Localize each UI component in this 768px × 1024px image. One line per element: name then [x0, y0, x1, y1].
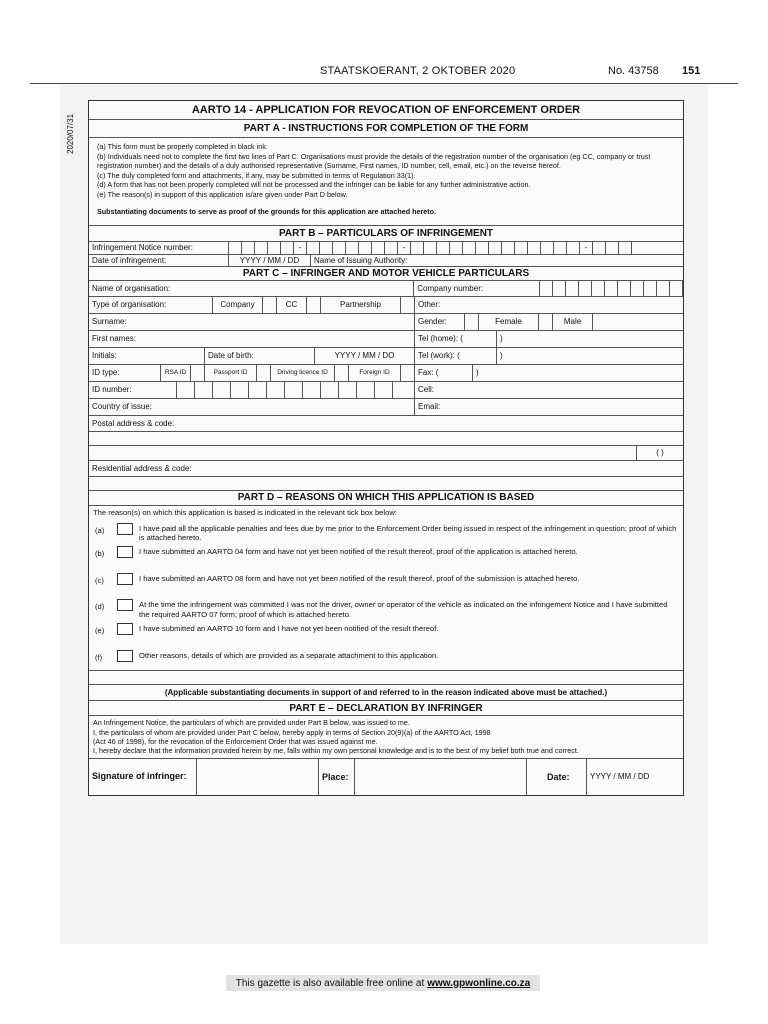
reason-d-letter: (d): [95, 602, 105, 612]
date-field[interactable]: YYYY / MM / DD: [229, 255, 311, 266]
reason-f-letter: (f): [95, 652, 103, 662]
id-number-row: [89, 382, 683, 399]
notice-number-boxes[interactable]: [229, 242, 683, 254]
instruction-d: (d) A form that has not been properly completed will not be processed and the infringer can be liable for any further administrative action.: [97, 180, 531, 189]
id-number-label: ID number:: [89, 382, 177, 398]
postal-code-field[interactable]: ( ): [656, 448, 664, 457]
foreign-id-option[interactable]: Foreign ID: [349, 365, 401, 381]
reason-a: [89, 521, 683, 545]
gender-label: Gender:: [415, 314, 465, 330]
notice-number-label: Infringement Notice number:: [89, 242, 229, 254]
reason-b: [89, 544, 683, 560]
reason-e: [89, 621, 683, 637]
dash-2: -: [398, 242, 411, 254]
postal-row-3[interactable]: [89, 446, 683, 461]
residential-row-2[interactable]: [89, 477, 683, 491]
form-title: AARTO 14 - APPLICATION FOR REVOCATION OF ENFORCEMENT ORDER: [89, 101, 683, 120]
place-label: Place:: [319, 759, 355, 795]
initials-field[interactable]: Initials:: [89, 348, 205, 364]
fax-field[interactable]: Fax: (: [415, 365, 473, 381]
date-row: [89, 255, 683, 267]
company-number-boxes[interactable]: [540, 281, 683, 296]
part-d-reasons: [89, 506, 683, 672]
reason-f-checkbox[interactable]: [117, 650, 133, 662]
surname-row: [89, 314, 683, 331]
footer-note: [226, 975, 540, 991]
part-d-title: PART D – REASONS ON WHICH THIS APPLICATION IS BASED: [89, 491, 683, 506]
reason-e-text: I have submitted an AARTO 10 form and I have not yet been notified of the result thereof.: [139, 624, 439, 634]
footer-text: This gazette is also available free online at: [235, 977, 425, 989]
instruction-c: (c) The duly completed form and attachments, if any, may be submitted in terms of Regulation 33(1).: [97, 170, 416, 180]
reason-f-text: Other reasons, details of which are provided as a separate attachment to this application.: [139, 650, 439, 660]
instruction-b: (b) Individuals need not to complete the first two lines of Part C. Organisations must provide the details of the registration number of the organisation (eg CC, company or trust registration number) and the details of a duly authorised representative (Surname, First names, ID number, cell, email, etc.) on the reverse hereof.: [97, 151, 651, 170]
dob-label: Date of birth:: [205, 348, 315, 364]
tel-work-close: ): [500, 351, 503, 360]
gazette-title: STAATSKOERANT, 2 OKTOBER 2020: [320, 65, 516, 77]
page-number: 151: [682, 65, 701, 77]
tel-work-field[interactable]: Tel (work): (: [415, 348, 497, 364]
reason-b-checkbox[interactable]: [117, 546, 133, 558]
declaration-line-3: (Act 46 of 1998), for the revocation of the Enforcement Order that was issued against me.: [93, 737, 378, 747]
female-option[interactable]: Female: [479, 314, 539, 330]
aarto-14-form: [88, 100, 684, 796]
substantiating-note: Substantiating documents to serve as proof of the grounds for this application are attached hereto.: [97, 207, 437, 216]
org-type-row: [89, 297, 683, 314]
company-number-label: Company number:: [414, 281, 540, 296]
part-d-blank-row: [89, 671, 683, 685]
country-row: [89, 399, 683, 416]
fax-close: ): [476, 368, 479, 377]
gazette-header: [30, 62, 710, 82]
part-b-title: PART B – PARTICULARS OF INFRINGEMENT: [89, 226, 683, 242]
part-c-title: PART C – INFRINGER AND MOTOR VEHICLE PARTICULARS: [89, 267, 683, 281]
instruction-e: (e) The reason(s) in support of this application is/are given under Part D below.: [97, 189, 348, 199]
declaration-line-2: I, the particulars of whom are provided under Part C below, hereby apply in terms of Section 20(9)(a) of the AARTO Act, 1998: [93, 727, 491, 737]
signature-label: Signature of infringer:: [89, 759, 197, 795]
reason-b-text: I have submitted an AARTO 04 form and have not yet been notified of the result thereof, proof of the application is attached hereto.: [139, 547, 578, 557]
tel-home-close: ): [500, 334, 503, 343]
reason-e-checkbox[interactable]: [117, 623, 133, 635]
org-name-field[interactable]: Name of organisation:: [89, 281, 414, 296]
org-name-row: [89, 281, 683, 297]
place-field[interactable]: [355, 759, 527, 795]
residential-address-label: Residential address & code:: [92, 463, 192, 473]
reason-e-letter: (e): [95, 626, 105, 636]
initials-row: [89, 348, 683, 365]
declaration-text: [89, 716, 683, 758]
driving-licence-option[interactable]: Driving licence ID: [271, 365, 335, 381]
signature-field[interactable]: [197, 759, 319, 795]
issuing-authority-field[interactable]: Name of Issuing Authority:: [314, 255, 408, 265]
reason-f: [89, 648, 683, 664]
country-field[interactable]: Country of issue:: [89, 399, 415, 415]
reason-c-text: I have submitted an AARTO 08 form and have not yet been notified of the result thereof, proof of the submission is attached hereto.: [139, 573, 580, 583]
instruction-a: (a) This form must be properly completed in black ink.: [97, 142, 268, 151]
other-field[interactable]: Other:: [418, 300, 441, 309]
reason-d-text: At the time the infringement was committed I was not the driver, owner or operator of the vehicle as indicated on the infringement Notice and I have submitted the required AARTO 07 form; proof of which is attached hereto.: [139, 600, 668, 619]
footer-link[interactable]: www.gpwonline.co.za: [427, 977, 531, 989]
reason-a-letter: (a): [95, 525, 105, 535]
company-option[interactable]: Company: [213, 297, 263, 313]
reason-d: [89, 597, 683, 621]
reason-a-text: I have paid all the applicable penalties and fees due by me prior to the Enforcement Order being issued in respect of the infringement in question; proof of which is attached hereto.: [139, 523, 677, 542]
cc-option[interactable]: CC: [277, 297, 307, 313]
first-names-field[interactable]: First names:: [89, 331, 415, 347]
postal-row-1[interactable]: [89, 416, 683, 432]
date-label-e: Date:: [527, 759, 587, 795]
reason-a-checkbox[interactable]: [117, 523, 133, 535]
date-label: Date of infringement:: [89, 255, 229, 266]
notice-number-row: [89, 242, 683, 255]
date-field-e[interactable]: YYYY / MM / DD: [590, 772, 650, 782]
email-field[interactable]: Email:: [418, 402, 441, 411]
part-a-title: PART A - INSTRUCTIONS FOR COMPLETION OF THE FORM: [89, 120, 683, 138]
residential-row-1[interactable]: [89, 461, 683, 477]
declaration-line-1: An Infringement Notice, the particulars of which are provided under Part B below, was issued to me.: [93, 718, 410, 728]
cell-field[interactable]: Cell:: [418, 385, 435, 394]
id-type-row: [89, 365, 683, 382]
org-type-label: Type of organisation:: [89, 297, 213, 313]
rsa-id-option[interactable]: RSA ID: [161, 365, 191, 381]
reasons-intro: The reason(s) on which this application is based is indicated in the relevant tick box below:: [93, 507, 397, 517]
part-e-title: PART E – DECLARATION BY INFRINGER: [89, 701, 683, 716]
gazette-number: No. 43758: [608, 65, 659, 77]
id-type-label: ID type:: [89, 365, 161, 381]
reason-c-checkbox[interactable]: [117, 573, 133, 585]
dash-3: -: [580, 242, 593, 254]
dash-1: -: [294, 242, 307, 254]
reason-c: [89, 571, 683, 587]
passport-option[interactable]: Passport ID: [205, 365, 257, 381]
reason-b-letter: (b): [95, 549, 105, 559]
postal-address-label: Postal address & code:: [92, 418, 175, 428]
surname-field[interactable]: Surname:: [89, 314, 415, 330]
dob-field[interactable]: YYYY / MM / DO: [315, 348, 415, 364]
declaration-line-4: I, hereby declare that the information provided herein by me, falls within my own personal knowledge and is to the best of my belief both true and correct.: [93, 746, 579, 756]
applicable-documents-note: (Applicable substantiating documents in support of and referred to in the reason indicated above must be attached.): [89, 685, 683, 701]
tel-home-field[interactable]: Tel (home): (: [415, 331, 497, 347]
part-a-instructions: [89, 138, 683, 226]
male-option[interactable]: Male: [553, 314, 593, 330]
signature-row: [89, 759, 683, 795]
postal-row-2[interactable]: [89, 432, 683, 446]
id-number-boxes[interactable]: [177, 382, 415, 398]
reason-c-letter: (c): [95, 575, 104, 585]
side-date: 2020/07/31: [66, 113, 75, 154]
partnership-option[interactable]: Partnership: [321, 297, 401, 313]
first-names-row: [89, 331, 683, 348]
reason-d-checkbox[interactable]: [117, 599, 133, 611]
